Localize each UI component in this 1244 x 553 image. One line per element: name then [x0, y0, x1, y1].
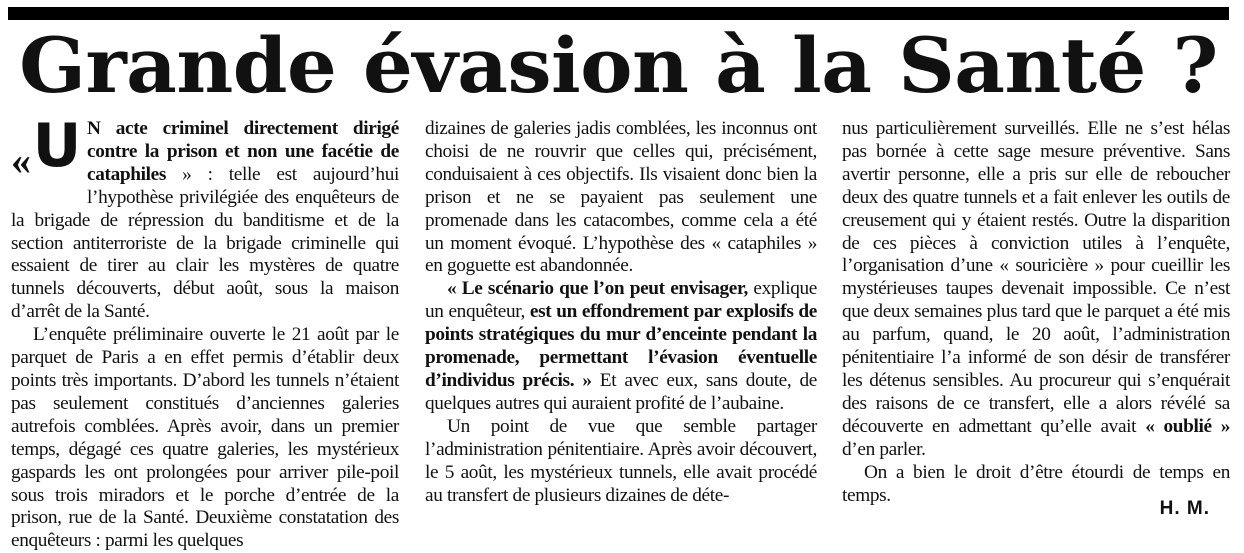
lead-quote-rest: » : telle est aujourd’hui l’hypothèse privilégiée des enquêteurs de la brigade de répression du banditisme et de la section antiterroriste de la brigade criminelle qui essaient de tirer au clair les mystères de quatre tunnels découverts, début août, sous la maison d’arrêt de la Santé.: [11, 163, 399, 323]
text-run: nus particulièrement surveillés. Elle ne s’est hélas pas bornée à cette sage mesure préventive. Sans avertir personne, elle a pris sur elle de reboucher deux des quatre tunnels et a fait enlever les outils de creusement qui y étaient restés. Outre la disparition de ces pièces à conviction utiles à l’enquête, l’organisation d’une « souricière » pour cueillir les mystérieuses taupes devenait impossible. Ce n’est que deux semaines plus tard que le parquet a été mis au parfum, quand, le 20 août, l’administration pénitentiaire l’a informé de son désir de transférer les détenus sensibles. Au procureur qui s’enquérait des raisons de ce transfert, elle a alors révélé sa découverte en admettant qu’elle avait: [842, 118, 1230, 437]
drop-cap-block: [11, 111, 82, 188]
article-column-1: [11, 111, 399, 553]
author-signature: H. M.: [1159, 498, 1210, 519]
paragraph: Un point de vue que semble partager l’administration pénitentiaire. Après avoir découvert, le 5 août, les mystérieux tunnels, elle avait procédé au transfert de plusieurs dizaines de déte-: [425, 415, 817, 506]
lead-quote-bold: N acte criminel directement dirigé contre la prison et non une facétie de cataphiles: [87, 118, 399, 185]
opening-quote: «: [11, 138, 31, 183]
quote-normal: explique un enquêteur,: [425, 278, 817, 323]
article-column-2: [425, 118, 817, 507]
paragraph-lead: [11, 111, 399, 324]
text-run: d’en parler.: [842, 438, 926, 460]
headline: Grande évasion à la Santé ?: [19, 21, 1218, 110]
drop-cap: U: [32, 111, 82, 181]
article-column-3: [842, 118, 1230, 507]
paragraph: L’enquête préliminaire ouverte le 21 août par le parquet de Paris a en effet permis d’établir deux points très importants. D’abord les tunnels n’étaient pas seulement constitués d’anciennes galeries autrefois comblées. Après avoir, dans un premier temps, dégagé ces quatre galeries, les mystérieux gaspards les ont prolongées pour arriver pile-poil sous trois miradors et le porche d’entrée de la prison, rue de la Santé. Deuxième constatation des enquêteurs : parmi les quelques: [11, 324, 399, 552]
paragraph: dizaines de galeries jadis comblées, les inconnus ont choisi de ne rouvrir que celles qui, précisément, conduisaient à ces objectifs. Ils visaient donc bien la prison et ne se payaient pas seulement une promenade dans les catacombes, comme cela a été un moment évoqué. L’hypothèse des « cataphiles » en goguette est abandonnée.: [425, 118, 817, 277]
top-rule: [8, 7, 1229, 20]
quote-normal: Et avec eux, sans doute, de quelques autres qui auraient profité de l’aubaine.: [425, 369, 817, 414]
paragraph: On a bien le droit d’être étourdi de temps en temps.: [842, 461, 1230, 506]
quote-bold: est un effondrement par explosifs de points stratégiques du mur d’enceinte pendant la promenade, permettant l’évasion éventuelle d’individus précis. »: [425, 301, 817, 391]
oublie-bold: « oublié »: [1145, 415, 1230, 437]
paragraph-quote: [425, 278, 817, 415]
quote-bold: « Le scénario que l’on peut envisager,: [447, 278, 748, 300]
paragraph: [842, 118, 1230, 462]
